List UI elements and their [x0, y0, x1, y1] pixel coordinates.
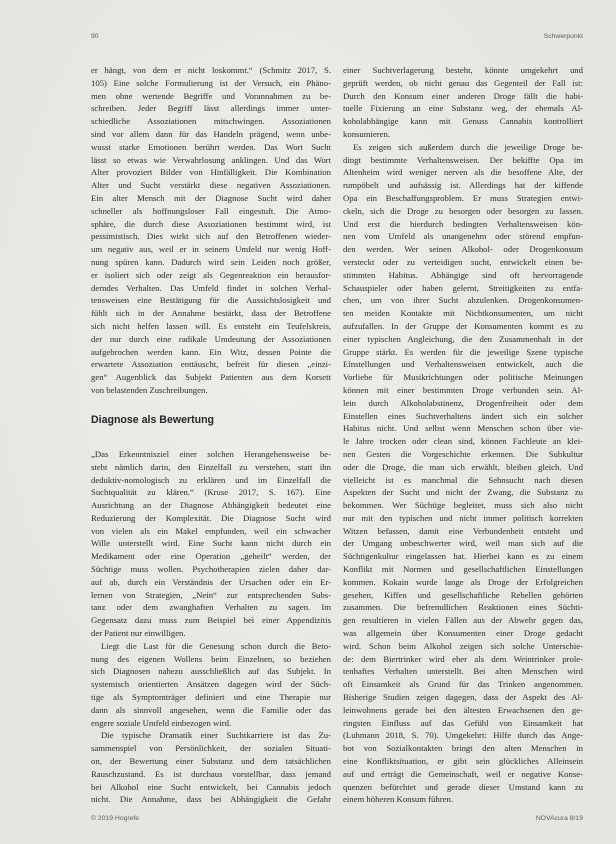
text-line: Vorliebe für Musikrichtungen oder politische Meinungen: [343, 372, 583, 383]
paragraph: [343, 64, 583, 141]
text-line: wusst starke Emotionen berührt werden. Das Wort Sucht: [91, 141, 331, 152]
text-line: Süchtige muss wollen. Psychotherapien zielen daher dar-: [91, 564, 331, 575]
text-line: erwartete Assoziation enttäuscht, befreit für diesen „einzi-: [91, 359, 331, 370]
text-line: nur mit den typischen und nicht immer politisch korrekten: [343, 512, 583, 523]
paragraph: [91, 64, 331, 397]
text-line: bekommen. Wer Süchtige begleitet, muss sich also nicht: [343, 500, 583, 511]
text-line: er isoliert sich oder zeigt als Gegenreaktion ein herausfor-: [91, 269, 331, 280]
text-line: was allgemein über Konsumenten einer Droge gedacht: [343, 628, 583, 639]
section-heading: Diagnose als Bewertung: [91, 413, 215, 426]
text-line: pessimistisch. Dies wirkt sich auf den Betroffenen wieder-: [91, 231, 331, 242]
text-line: Ein alter Mensch mit der Diagnose Sucht wird daher: [91, 192, 331, 203]
text-line: wird. Schon beim Alkohol zeigen sich solche Unterschie-: [343, 640, 583, 651]
text-line: sammenspiel von Persönlichkeit, der sozialen Situati-: [91, 743, 331, 754]
text-line: Einstellungen und Verhaltensweisen entwickelt, auch die: [343, 359, 583, 370]
text-line: einer Suchtverlagerung besteht, könnte umgekehrt und: [343, 65, 583, 75]
text-line: engere soziale Umfeld einbezogen wird.: [91, 717, 232, 728]
copyright-notice: © 2019 Hogrefe: [91, 815, 140, 822]
text-line: bot von Sozialkontakten bringt den alten Menschen in: [343, 743, 583, 754]
text-line: Aspekten der Sucht und nicht der Zwang, die Substanz zu: [343, 487, 583, 498]
text-line: sich Diagnosen nahezu ausschließlich auf das Subjekt. In: [91, 666, 331, 677]
body-text: [91, 448, 331, 806]
text-line: geprüft werden, ob nicht genau das Gegenteil der Fall ist:: [343, 77, 583, 88]
text-line: schiedliche Assoziationen mitschwingen. Assoziationen: [91, 116, 331, 127]
text-line: Wille unterstellt wird. Eine Sucht kann nicht durch ein: [91, 538, 331, 549]
text-line: rumpöbelt und aufsässig ist. Allerdings hat der kiffende: [343, 180, 583, 191]
text-line: Gruppe stärkt. Es werden für die jeweilige Szene typische: [343, 346, 583, 357]
text-line: zusammen. Die befremdlichen Reaktionen eines Süchti-: [343, 602, 583, 613]
text-line: ten meiden Kontakte mit Nichtkonsumenten, um nicht: [343, 308, 583, 319]
text-line: bei Alkohol eine Sucht entwickelt, bei Cannabis jedoch: [91, 781, 331, 792]
text-line: ckeln, sich die Droge zu besorgen oder besorgen zu lassen.: [343, 205, 583, 216]
text-line: 105) Eine solche Formulierung ist der Versuch, ein Phäno-: [91, 77, 331, 88]
text-line: sich nicht helfen lassen will. Es entsteht ein Teufelskreis,: [91, 320, 331, 331]
text-line: quenzen befürchtet und gerade dieser Umstand kann zu: [343, 781, 583, 792]
text-line: steht nämlich darin, den Einzelfall zu verstehen, statt ihn: [91, 461, 331, 472]
text-line: Witzen befassen, damit eine Verbundenheit entsteht und: [343, 525, 583, 536]
text-line: eine Konfliktsituation, er gibt sein glückliches Alleinsein: [343, 756, 583, 767]
text-line: Habitus nicht. Und selbst wenn Menschen schon über vie-: [343, 423, 583, 434]
page-number: 90: [91, 33, 99, 40]
text-line: nen vom Umfeld als unangenehm oder störend empfun-: [343, 231, 583, 242]
text-line: lein durch Alkoholabstinenz, Drogenfreiheit oder dem: [343, 397, 583, 408]
text-line: er hängt, von dem er nicht loskommt.“ (Schmitz 2017, S.: [91, 65, 331, 75]
text-line: men ohne wertende Begriffe und Vorannahmen zu be-: [91, 90, 331, 101]
text-line: koholabhängige kann mit Genuss Cannabis kontrolliert: [343, 116, 583, 127]
text-line: Durch den Konsum einer anderen Droge fällt die habi-: [343, 90, 583, 101]
text-line: Ausrichtung an der Diagnose Abhängigkeit bedeutet eine: [91, 500, 331, 511]
text-line: aufgebrochen werden kann. Ein Witz, dessen Pointe die: [91, 346, 331, 357]
text-line: einer typischen Angleichung, die den Zusammenhalt in der: [343, 333, 583, 344]
intro-text: [91, 64, 331, 397]
text-line: nung spüren kann. Dadurch wird sein Leiden noch größer,: [91, 256, 331, 267]
text-line: dann als sinnvoll angesehen, wenn die Familie oder das: [91, 704, 331, 715]
text-line: Es zeigen sich außerdem durch die jeweilige Droge be-: [353, 141, 583, 152]
text-line: Rauschzustand. Es ist durchaus vorstellbar, dass jemand: [91, 768, 331, 779]
text-line: sphäre, die durch diese Assoziationen bestimmt wird, ist: [91, 218, 331, 229]
text-line: schneller als hoffnungsloser Fall eingestuft. Die Atmo-: [91, 205, 331, 216]
right-column: [343, 64, 583, 806]
text-line: (Luhmann 2018, S. 70). Umgekehrt: Hilfe durch das Ange-: [343, 730, 583, 741]
text-line: einem höheren Konsum führen.: [343, 794, 454, 805]
text-line: oft Einsamkeit als Grund für das Trinken angenommen.: [343, 679, 583, 690]
text-line: lässt so etwas wie Verwahrlosung anklingen. Und das Wort: [91, 154, 331, 165]
text-line: sind vor allem dann für das Handeln prägend, wenn unbe-: [91, 128, 331, 139]
text-line: auf ab, durch ein Verständnis der Ursachen oder ein Er-: [91, 576, 331, 587]
text-line: Alter und Sucht verstärkt diese negativen Assoziationen.: [91, 180, 331, 191]
text-line: on, der Bewertung einer Substanz und dem tatsächlichen: [91, 756, 331, 767]
text-line: auf und erträgt die Gemeinschaft, weil er negative Konse-: [343, 768, 583, 779]
text-line: Opa ein Beschaffungsproblem. Er muss Strategien entwi-: [343, 192, 583, 203]
text-line: konsumieren.: [343, 128, 391, 139]
text-line: fühlt sich in der Annahme bestärkt, dass der Betroffene: [91, 308, 331, 319]
right-column-text: [343, 64, 583, 806]
paragraph: [343, 141, 583, 806]
text-line: lernen von Strategien, „Nein“ zur entsprechenden Subs-: [91, 589, 331, 600]
text-line: „Das Erkenntnisziel einer solchen Herangehensweise be-: [91, 448, 331, 459]
issue-label: NOVAcura 8/19: [535, 815, 583, 822]
text-line: können mit einer bestimmten Droge verbunden sein. Al-: [343, 384, 583, 395]
text-line: gesehen, Kiffen und gesellschaftliche Rebellen gehörten: [343, 589, 583, 600]
text-line: Süchtigenkultur eingelassen hat. Hierbei kann es zu einem: [343, 551, 583, 562]
text-line: le Jahre trocken oder clean sind, können Fachleute an klei-: [343, 436, 583, 447]
text-line: stimmten Habitus. Abhängige sind oft hervorragende: [343, 269, 583, 280]
text-line: vielleicht ist es manchmal die Sehnsucht nach diesen: [343, 474, 583, 485]
text-line: Altenheim wird weniger nerven als die besoffene Alte, der: [343, 167, 583, 178]
text-line: leinwohnens gerade bei den ältesten Erwachsenen den ge-: [343, 704, 583, 715]
text-line: oder die Droge, die man sich erwählt, bleiben gleich. Und: [343, 461, 583, 472]
text-line: derndes Verhalten. Das Umfeld findet in solchen Verhal-: [91, 282, 331, 293]
text-line: um negativ aus, weil er in seinem Umfeld nur wenig Hoff-: [91, 244, 331, 255]
text-line: Reduzierung der Komplexität. Die Diagnose Sucht wird: [91, 512, 331, 523]
text-line: aufzufallen. In der Gruppe der Konsumenten kommt es zu: [343, 320, 583, 331]
text-line: Liegt die Last für die Genesung schon durch die Beto-: [101, 640, 331, 651]
text-line: nen Gesten die Vorgeschichte erkennen. Die Subkultur: [343, 448, 583, 459]
text-line: von belastenden Zuschreibungen.: [91, 384, 208, 395]
text-line: ringsten Einfluss auf das Gefühl von Einsamkeit hat: [343, 717, 583, 728]
paragraph: [91, 729, 331, 806]
text-line: tanz oder dem zwanghaften Verhalten zu sagen. Im: [91, 602, 331, 613]
text-line: Medikament oder eine Operation „geheilt“ werden, der: [91, 551, 331, 562]
text-line: de: dem Biertrinker wird eher als dem Weintrinker prole-: [343, 653, 583, 664]
paragraph: [91, 640, 331, 730]
text-line: Gegensatz dazu muss zum Beispiel bei einer Appendizitis: [91, 615, 331, 626]
text-line: dingt bestimmte Verhaltensweisen. Der bekiffte Opa im: [343, 154, 583, 165]
text-line: tige als Symptomträger definiert und eine Therapie nur: [91, 692, 331, 703]
text-line: Und erst die hierdurch bedingten Verhaltensweisen kön-: [343, 218, 583, 229]
text-line: tensweisen eine Bestätigung für die Aussichtslosigkeit und: [91, 295, 331, 306]
text-line: Alter provoziert Bilder von Hinfälligkeit. Die Kombination: [91, 167, 331, 178]
text-line: Konflikt mit Normen und gesellschaftlichen Einstellungen: [343, 564, 583, 575]
text-line: deduktiv-nomologisch zu erklären und im Einzelfall die: [91, 474, 331, 485]
text-line: Suchtqualität zu klären.“ (Kruse 2017, S. 167). Eine: [91, 487, 331, 498]
text-line: gen“ Augenblick das Subjekt Patienten aus dem Korsett: [91, 372, 331, 383]
text-line: tenhaftes Verhalten unterstellt. Bei alten Menschen wird: [343, 666, 583, 677]
text-line: kommen. Kokain wurde lange als Droge der Erfolgreichen: [343, 576, 583, 587]
text-line: schreiben. Jeder Begriff lässt allerdings immer unter-: [91, 103, 331, 114]
text-line: von vielen als ein Makel empfunden, weil ein schwacher: [91, 525, 331, 536]
text-line: der nur durch eine radikale Umdeutung der Assoziationen: [91, 333, 331, 344]
text-line: versteckt oder zu verteidigen sucht, entwickelt einen be-: [343, 256, 583, 267]
text-line: der Patient nur einwilligen.: [91, 628, 186, 639]
text-line: chen, um von ihrer Sucht abzulenken. Drogenkonsumen-: [343, 295, 583, 306]
text-line: Die typische Dramatik einer Suchtkarriere ist das Zu-: [101, 730, 331, 741]
text-line: systemisch orientierten Ansätzen dagegen wird der Süch-: [91, 679, 331, 690]
text-line: gen resultieren in vielen Fällen aus der Abwehr gegen das,: [343, 615, 583, 626]
left-column: [91, 64, 331, 806]
text-line: Schauspieler oder haben gelernt, Streitigkeiten zu entfa-: [343, 282, 583, 293]
text-line: Einstellen eines Suchtverhaltens ändert sich ein solcher: [343, 410, 583, 421]
section-title: Schwerpunkt: [543, 33, 583, 40]
text-line: nung des eigenen Wollens beim Einzelnen, so beziehen: [91, 653, 331, 664]
text-line: nicht. Die Annahme, dass bei Abhängigkeit die Gefahr: [91, 794, 331, 805]
text-line: tuelle Fixierung an eine Substanz weg, der ehemals Al-: [343, 103, 583, 114]
paragraph: [91, 448, 331, 640]
text-line: Bisherige Studien zeigen dagegen, dass der Aspekt des Al-: [343, 692, 583, 703]
text-line: den werden. Wer seinen Alkohol- oder Drogenkonsum: [343, 244, 583, 255]
text-line: der Umgang unbeschwerter wird, weil man sich auf die: [343, 538, 583, 549]
